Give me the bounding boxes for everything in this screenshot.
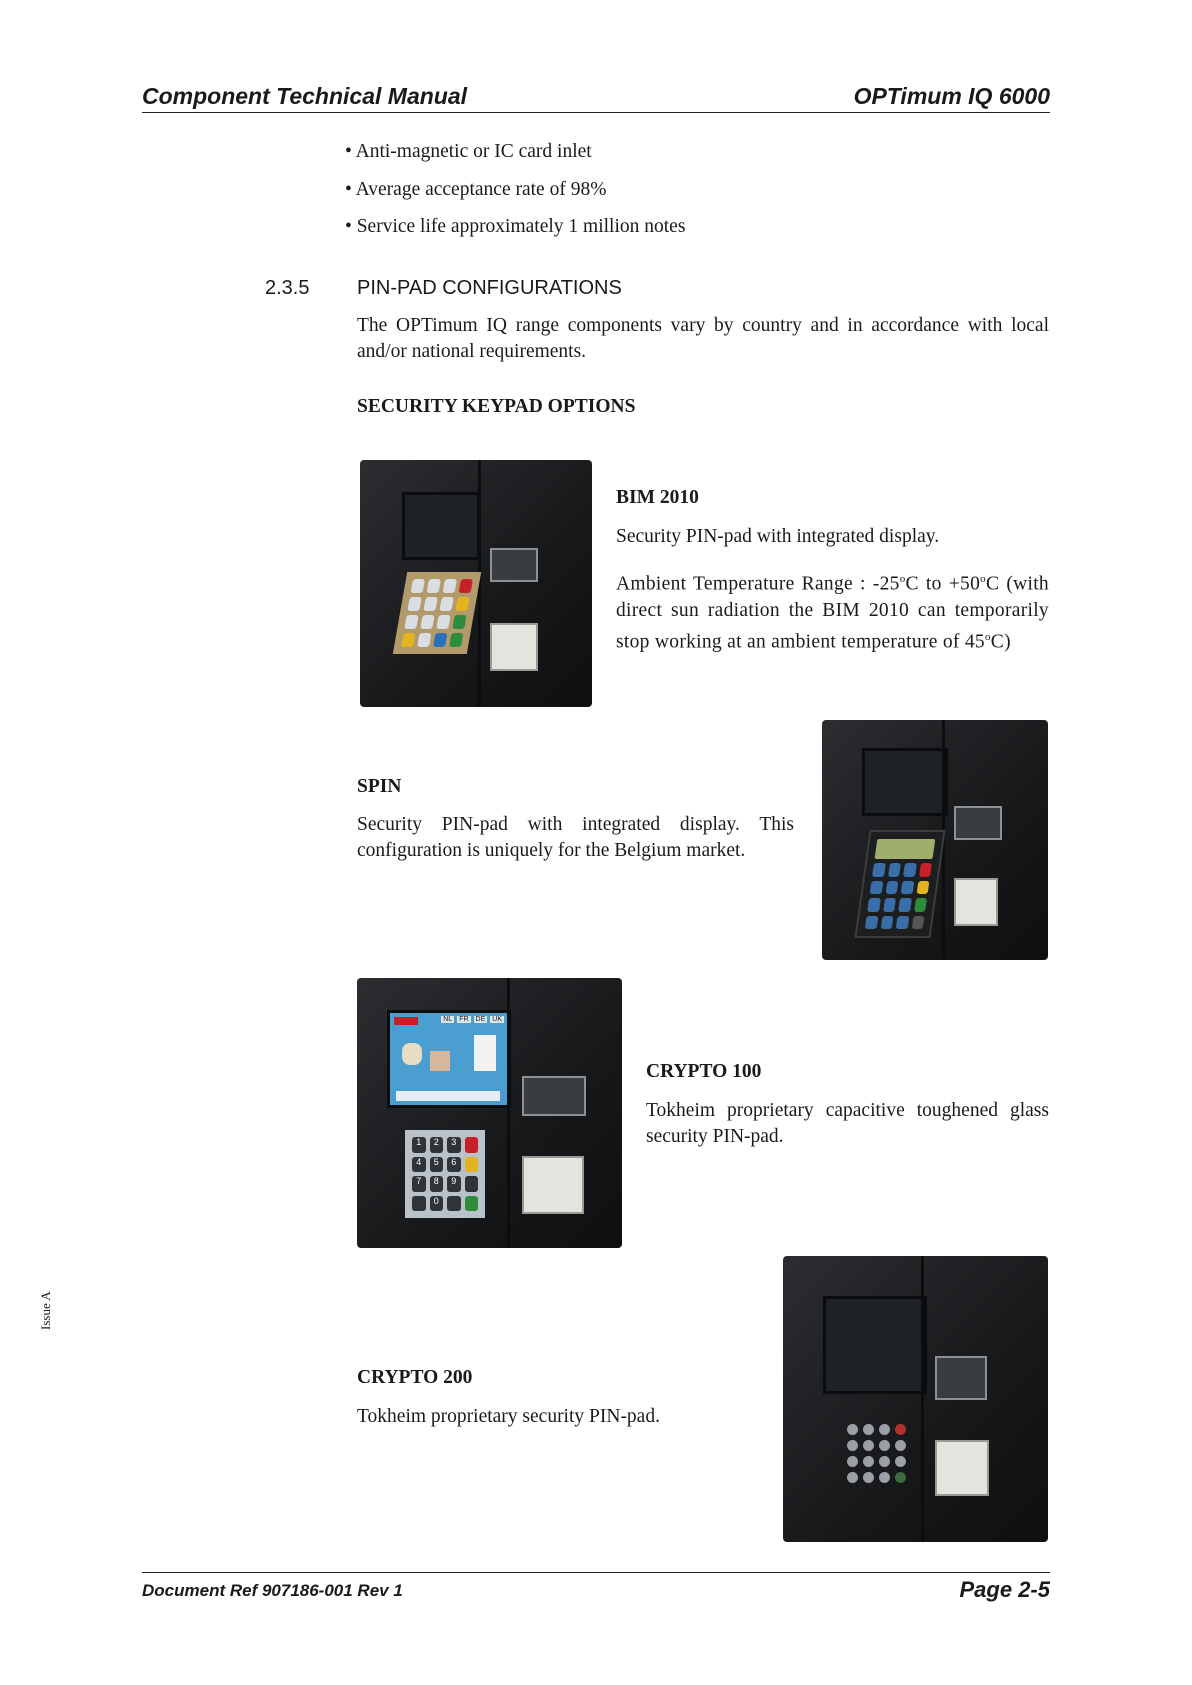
crypto-200-photo [783,1256,1048,1542]
keypad-illustration-icon [430,1051,450,1071]
bullet-item: • Anti-magnetic or IC card inlet [345,141,592,162]
key-6: 6 [447,1157,461,1173]
key-8: 8 [430,1176,444,1192]
card-reader [935,1440,989,1496]
issue-label: Issue A [38,1291,53,1330]
display-screen [823,1296,927,1394]
spin-desc: Security PIN-pad with integrated display. This configuration is uniquely for the Belgium market. [357,814,794,861]
keypad-icon [854,830,945,938]
display-screen [402,492,480,560]
section-intro: The OPTimum IQ range components vary by country and in accordance with local and/or national requirements. [357,315,1049,362]
bullet-item: • Service life approximately 1 million notes [345,216,686,237]
key-4: 4 [412,1157,426,1173]
panel-divider [921,1256,924,1542]
key-7: 7 [412,1176,426,1192]
bim-2010-desc: Security PIN-pad with integrated display. [616,526,940,547]
key-blank [465,1176,479,1192]
document-ref: Document Ref 907186-001 Rev 1 [142,1581,403,1600]
card-slot [954,806,1002,840]
key-1: 1 [412,1137,426,1153]
header-product: OPTimum IQ 6000 [853,83,1050,109]
page-number: Page 2-5 [959,1577,1050,1602]
subheading: SECURITY KEYPAD OPTIONS [357,396,636,417]
metal-keypad-icon [847,1424,906,1483]
spin-photo [822,720,1048,960]
receipt-icon [474,1035,496,1071]
header-rule [142,112,1050,113]
bullet-item: • Average acceptance rate of 98% [345,179,607,200]
key-blank [447,1196,461,1212]
key-5: 5 [430,1157,444,1173]
bim-2010-temperature [616,566,1049,655]
language-option: UK [492,1016,502,1023]
section-title: PIN-PAD CONFIGURATIONS [357,277,622,299]
crypto-200-desc: Tokheim proprietary security PIN-pad. [357,1406,660,1427]
crypto-100-photo [357,978,622,1248]
crypto-100-title: CRYPTO 100 [646,1061,762,1082]
language-option: NL [443,1016,453,1023]
screen-footer-bar [396,1091,500,1101]
key-9: 9 [447,1176,461,1192]
key-0: 0 [430,1196,444,1212]
section-number: 2.3.5 [265,277,310,299]
temp-text: Ambient Temperature Range : -25 [616,573,900,595]
language-selector [441,1016,504,1023]
crypto-200-title: CRYPTO 200 [357,1367,473,1388]
key-cancel [465,1137,479,1153]
card-slot [935,1356,987,1400]
degree-mark: o [984,630,991,643]
key-2: 2 [430,1137,444,1153]
keypad-icon [393,572,481,654]
lcd-display [875,839,936,859]
key-clear [465,1157,479,1173]
language-option: FR [459,1016,469,1023]
temp-text: C to +50 [905,573,981,595]
brand-badge [394,1017,418,1025]
card-reader [490,623,538,671]
glass-keypad-icon [405,1130,485,1218]
display-screen [862,748,948,816]
header-title: Component Technical Manual [142,83,468,109]
degree-mark: o [980,573,986,585]
language-option: DE [475,1016,486,1023]
bim-2010-photo [360,460,592,707]
touch-screen [387,1010,511,1108]
key-3: 3 [447,1137,461,1153]
card-slot [490,548,538,582]
crypto-100-desc: Tokheim proprietary capacitive toughened glass security PIN-pad. [646,1100,1049,1147]
bim-2010-title: BIM 2010 [616,487,699,508]
card-reader [522,1156,584,1214]
temp-text: C) [990,631,1011,652]
card-reader [954,878,998,926]
key-enter [465,1196,479,1212]
key-blank [412,1196,426,1212]
spin-title: SPIN [357,776,402,797]
hand-card-icon [402,1043,422,1065]
panel-divider [507,978,510,1248]
footer-rule [142,1572,1050,1573]
temp-text: C (with direct sun radiation the BIM 2010 can temporarily stop working at an ambient temperature of 45 [616,573,1049,652]
card-slot [522,1076,586,1116]
degree-mark: o [899,573,906,585]
